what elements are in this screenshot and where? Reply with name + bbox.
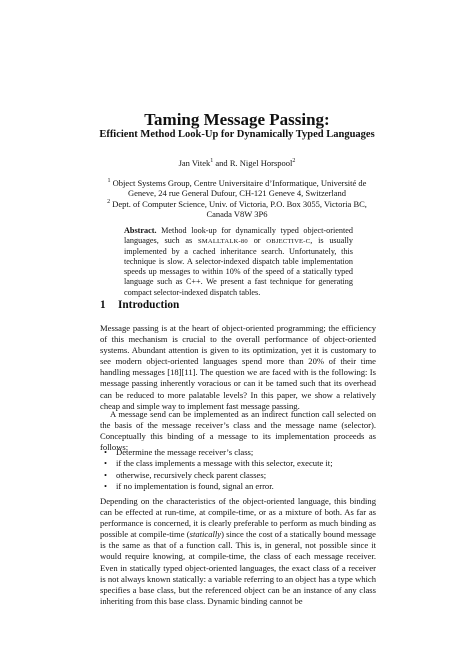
abstract-text-1: Method look-up for dynamically typed object-oriented languages, such as — [124, 226, 353, 246]
list-item: • if no implementation is found, signal an error. — [104, 481, 333, 492]
list-item: • if the class implements a message with this selector, execute it; — [104, 458, 333, 469]
section-title: Introduction — [118, 299, 180, 311]
author-1-mark: 1 — [210, 158, 214, 165]
abstract-text-2: or — [247, 236, 267, 246]
abstract-text-3: , is usually implemented by a cached inheritance search. Unfortunately, this technique is slow. A selector-indexed dispatch table implementation speeds up messages to within 10% of the speed of a statically typed language such as C++. We present a fast technique for generating compact selector-indexed dispatch tables. — [124, 236, 353, 297]
paragraph-3-part-a: Depending on the characteristics of the object-oriented language, this binding can be effected at run-time, at compile-time, or as a mixture of both. As far as performance is concerned, it is clearly preferable to perform as much binding as possible at compile-time ( — [100, 496, 376, 540]
paragraph-3-part-b: ) since the cost of a statically bound message is the same as that of a function call. This is, in general, not possible since it would require knowing, at compile-time, the class of each message receiver. Even in statically typed object-oriented languages, the exact class of a receiver is not always known statically: a variable referring to an object has a type which specifies a base class, but the referenced object can be an instance of any class inheriting from this base class. Dynamic binding cannot be — [100, 529, 376, 606]
binding-steps-list — [104, 447, 333, 493]
abstract-smalltalk: SMALLTALK-80 — [197, 238, 248, 246]
section-heading — [100, 299, 179, 311]
affiliation-2 — [107, 197, 367, 219]
abstract-objective-c: OBJECTIVE-C — [266, 238, 311, 246]
section-number: 1 — [100, 299, 106, 311]
authors-conjunction: and — [213, 158, 230, 168]
paragraph-3 — [100, 496, 376, 607]
author-2-mark: 2 — [292, 158, 296, 165]
affiliation-2-text: Dept. of Computer Science, Univ. of Victoria, P.O. Box 3055, Victoria BC, Canada V8W 3P6 — [110, 198, 367, 220]
author-1: Jan Vitek — [178, 158, 211, 168]
paragraph-3-italic: statically — [189, 529, 222, 540]
paper-title: Taming Message Passing: — [144, 110, 330, 129]
paragraph-2: A message send can be implemented as an indirect function call selected on the basis of the message receiver’s class and the message name (selector). Conceptually this binding of a message to its implementation proceeds as follows: — [100, 409, 376, 453]
list-item: • Determine the message receiver’s class; — [104, 447, 333, 458]
list-item: • otherwise, recursively check parent classes; — [104, 470, 333, 481]
paragraph-1: Message passing is at the heart of object-oriented programming; the efficiency of this mechanism is crucial to the overall performance of object-oriented systems. Abundant attention is given to its optimization, yet it is customary to see modern object-oriented languages spend more than 20% of their time handling messages [18][11]. The question we are faced with is the following: Is message passing inherently voracious or can it be tamed such that its overhead can be reduced to more palatable levels? In this paper, we show a relatively cheap and simple way to implement fast message passing. — [100, 323, 376, 411]
abstract — [124, 226, 353, 298]
affiliation-1-mark: 1 — [107, 178, 111, 184]
paper-subtitle: Efficient Method Look-Up for Dynamically Typed Languages — [99, 129, 375, 140]
abstract-label: Abstract. — [124, 226, 157, 235]
authors — [0, 158, 474, 168]
affiliation-2-mark: 2 — [107, 199, 111, 205]
affiliation-1-text: Object Systems Group, Centre Universitaire d’Informatique, Université de Geneve, 24 rue General Dufour, CH-121 Geneve 4, Switzerland — [110, 177, 367, 199]
author-2: R. Nigel Horspool — [229, 158, 293, 168]
affiliation-1 — [107, 176, 367, 198]
